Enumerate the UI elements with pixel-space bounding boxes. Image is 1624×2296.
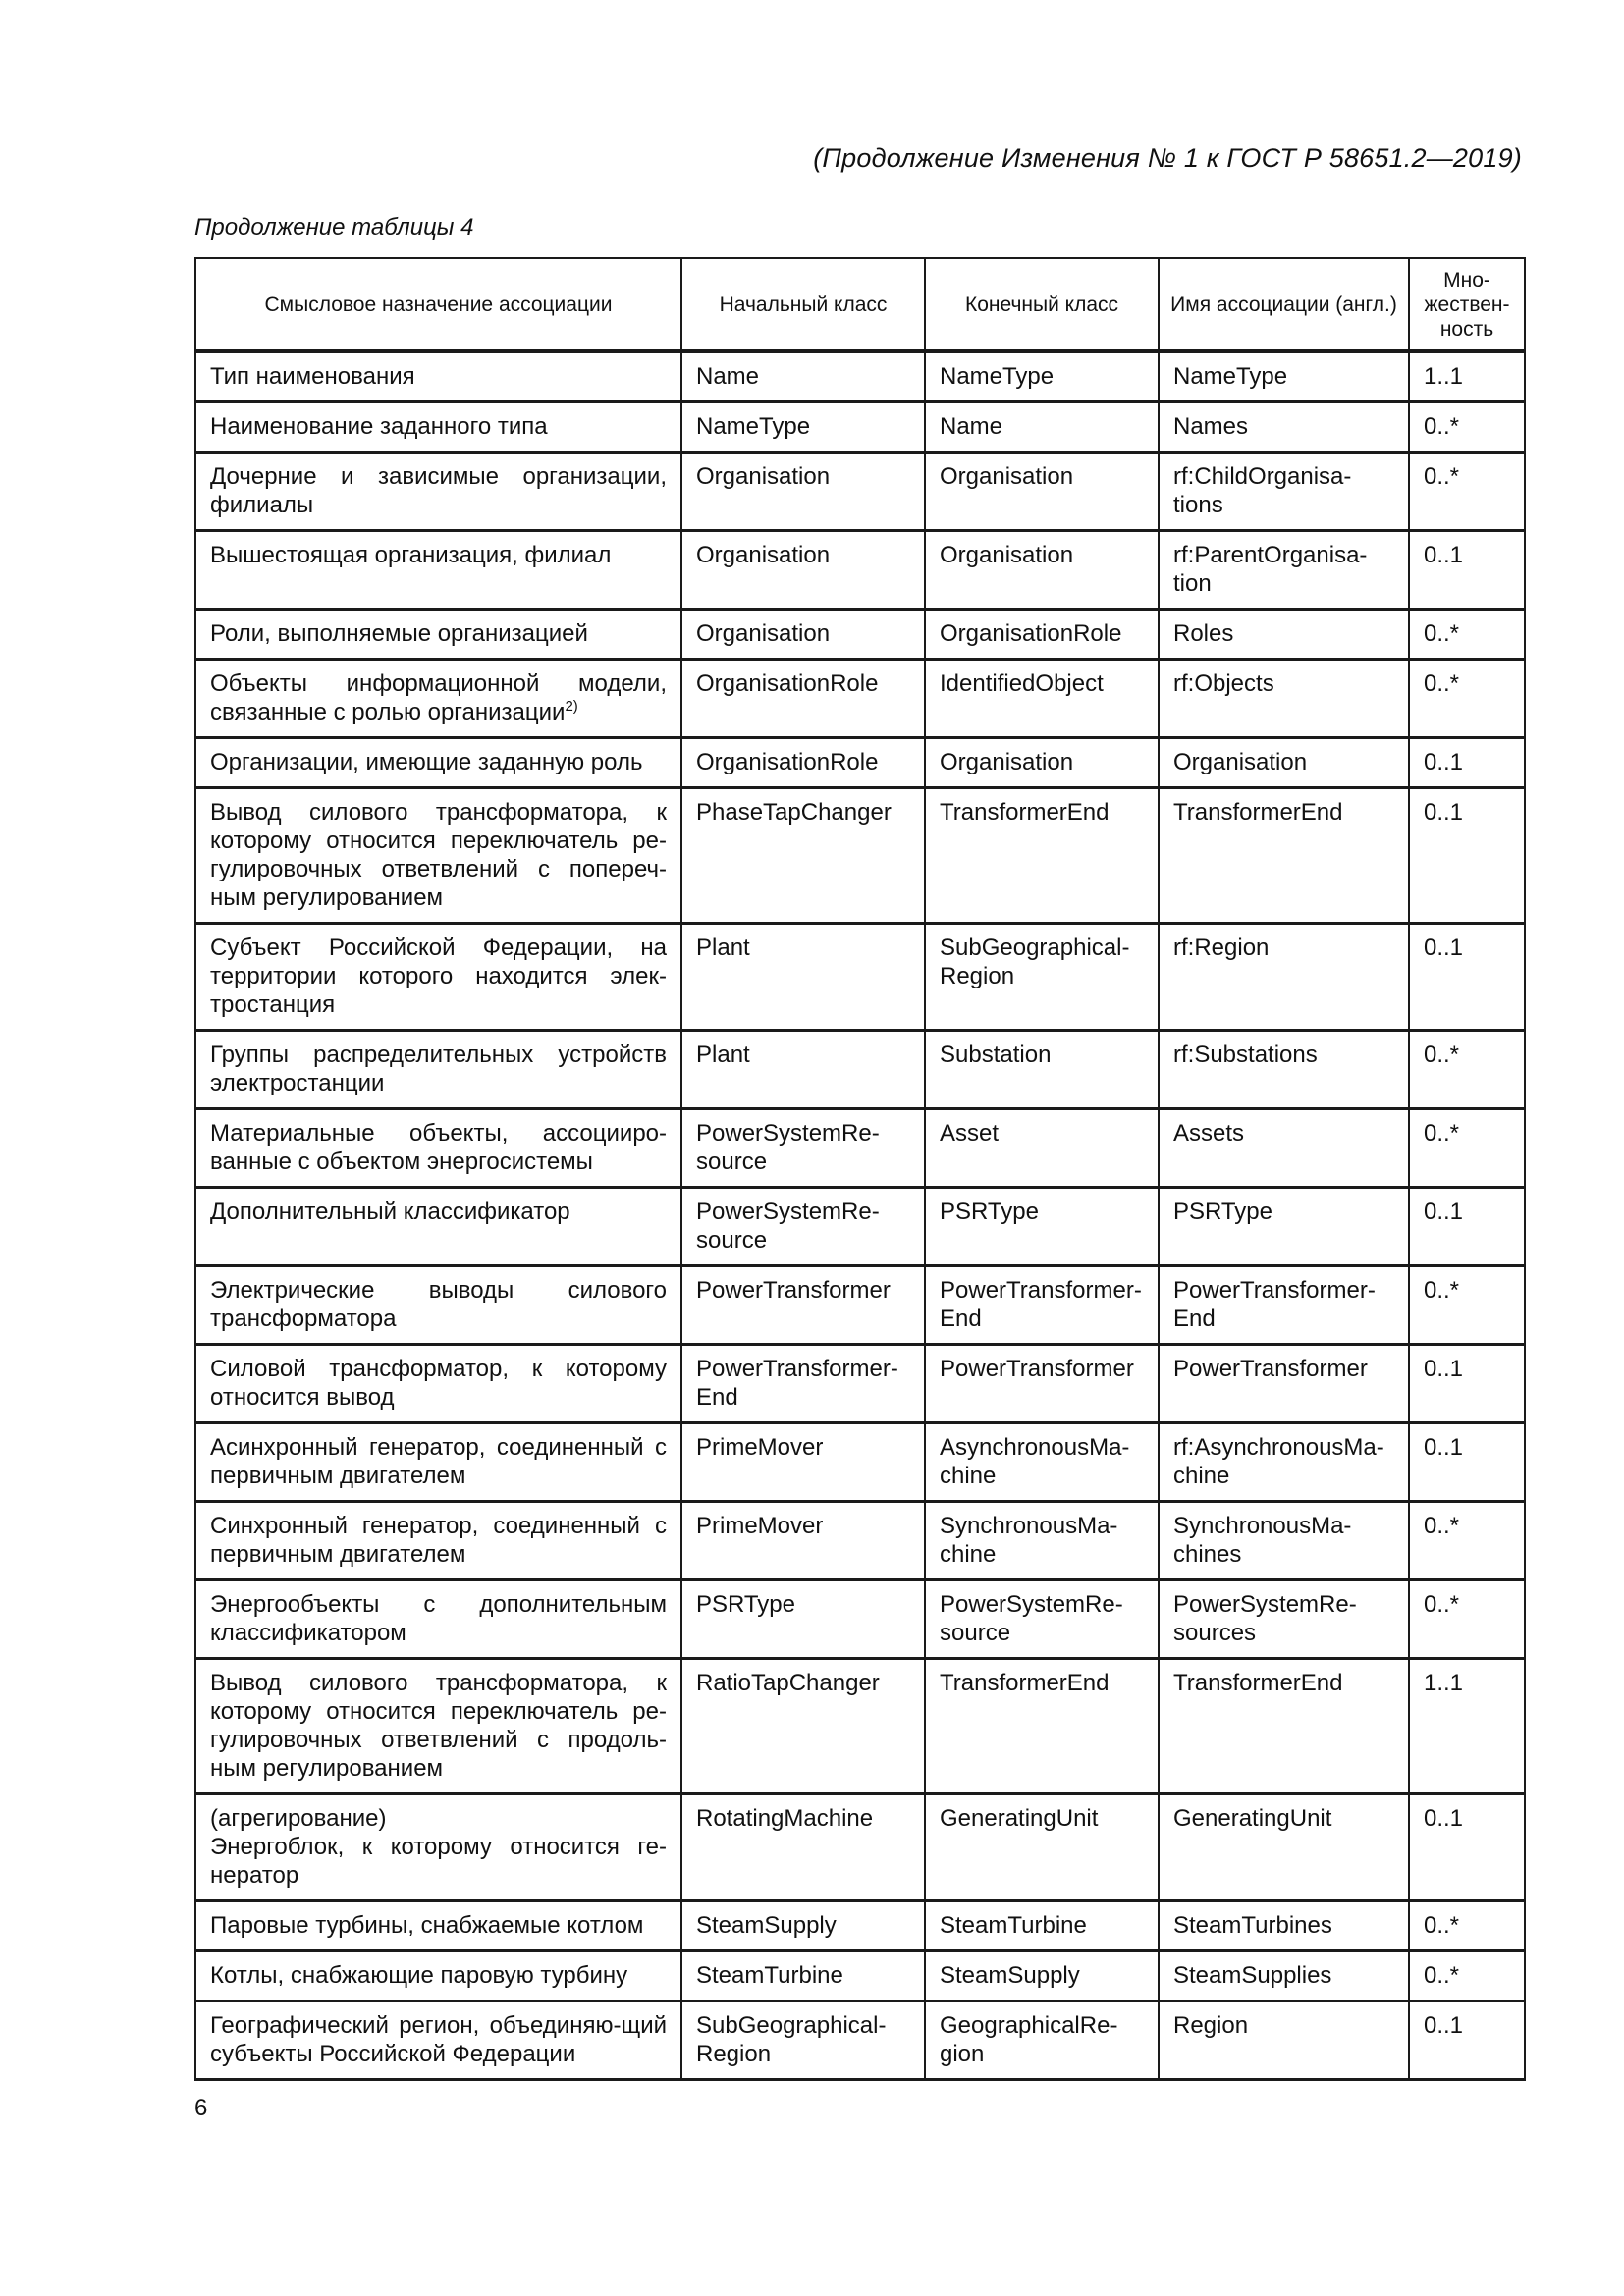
cell-meaning [195, 738, 681, 788]
cell-start-class [681, 1031, 925, 1109]
cell-multiplicity-text: 0..1 [1424, 934, 1464, 961]
cell-meaning-text: Энергообъекты с дополнительным классификатором [210, 1591, 667, 1646]
cell-meaning [195, 1266, 681, 1345]
cell-multiplicity-text: 0..1 [1424, 2012, 1464, 2039]
cell-start-class-text: SteamTurbine [696, 1962, 843, 1989]
cell-multiplicity-text: 0..1 [1424, 1199, 1464, 1225]
table-row [195, 1423, 1525, 1502]
cell-multiplicity-text: 0..* [1424, 1513, 1460, 1539]
cell-multiplicity-text: 0..1 [1424, 1805, 1464, 1832]
cell-meaning [195, 1423, 681, 1502]
cell-start-class-text: PowerSystemRe-source [696, 1120, 880, 1175]
cell-multiplicity-text: 0..* [1424, 1041, 1460, 1068]
cell-meaning [195, 788, 681, 924]
cell-end-class-text: SynchronousMa-chine [940, 1513, 1118, 1568]
cell-association-name-text: rf:ChildOrganisa-tions [1173, 463, 1352, 518]
cell-multiplicity-text: 0..1 [1424, 1356, 1464, 1382]
cell-start-class-text: Organisation [696, 542, 831, 568]
cell-start-class [681, 1266, 925, 1345]
cell-association-name [1159, 1794, 1409, 1901]
cell-start-class [681, 788, 925, 924]
cell-start-class-text: SubGeographical-Region [696, 2012, 887, 2067]
cell-multiplicity-text: 0..* [1424, 1591, 1460, 1618]
cell-start-class-text: OrganisationRole [696, 670, 879, 697]
cell-association-name [1159, 2002, 1409, 2080]
cell-multiplicity-text: 1..1 [1424, 1670, 1464, 1696]
cell-end-class [925, 1188, 1159, 1266]
cell-end-class-text: OrganisationRole [940, 620, 1122, 647]
cell-multiplicity-text: 0..* [1424, 620, 1460, 647]
cell-start-class-text: RatioTapChanger [696, 1670, 880, 1696]
cell-meaning-text: Вывод силового трансформатора, к которому относится переключатель ре-гулировочных ответвлений с попереч-ным регулированием [210, 799, 667, 911]
cell-end-class-text: Substation [940, 1041, 1052, 1068]
cell-meaning [195, 924, 681, 1031]
cell-association-name [1159, 1031, 1409, 1109]
cell-multiplicity-text: 0..1 [1424, 1434, 1464, 1461]
cell-association-name [1159, 402, 1409, 453]
cell-multiplicity-text: 0..* [1424, 1962, 1460, 1989]
cell-association-name-text: TransformerEnd [1173, 1670, 1343, 1696]
cell-meaning-text: Роли, выполняемые организацией [210, 620, 588, 647]
cell-start-class [681, 660, 925, 738]
cell-meaning-text: Организации, имеющие заданную роль [210, 749, 643, 775]
cell-association-name-text: PowerSystemRe-sources [1173, 1591, 1357, 1646]
page-number: 6 [194, 2095, 208, 2121]
cell-start-class-text: Organisation [696, 620, 831, 647]
cell-end-class [925, 924, 1159, 1031]
cell-start-class-text: PhaseTapChanger [696, 799, 892, 826]
cell-multiplicity-text: 0..* [1424, 463, 1460, 490]
cell-association-name [1159, 1266, 1409, 1345]
cell-association-name [1159, 924, 1409, 1031]
cell-multiplicity [1409, 1345, 1525, 1423]
cell-start-class-text: PowerTransformer-End [696, 1356, 898, 1411]
cell-meaning-text: Дополнительный классификатор [210, 1199, 570, 1225]
cell-end-class-text: Organisation [940, 542, 1074, 568]
table-row [195, 610, 1525, 660]
cell-association-name [1159, 1188, 1409, 1266]
cell-meaning-text: Группы распределительных устройств электростанции [210, 1041, 667, 1096]
cell-end-class [925, 2002, 1159, 2080]
cell-multiplicity [1409, 402, 1525, 453]
cell-meaning [195, 610, 681, 660]
cell-meaning [195, 660, 681, 738]
cell-association-name [1159, 531, 1409, 610]
cell-multiplicity [1409, 1901, 1525, 1951]
cell-multiplicity [1409, 1794, 1525, 1901]
cell-multiplicity-text: 0..* [1424, 670, 1460, 697]
cell-end-class-text: SteamSupply [940, 1962, 1080, 1989]
cell-association-name-text: GeneratingUnit [1173, 1805, 1332, 1832]
table-row [195, 402, 1525, 453]
cell-end-class-text: AsynchronousMa-chine [940, 1434, 1130, 1489]
cell-multiplicity [1409, 1951, 1525, 2002]
cell-start-class [681, 1502, 925, 1580]
cell-association-name [1159, 1345, 1409, 1423]
table-row [195, 1951, 1525, 2002]
cell-end-class [925, 531, 1159, 610]
cell-association-name [1159, 1659, 1409, 1794]
cell-meaning [195, 1109, 681, 1188]
table-header-row [195, 258, 1525, 351]
table-row [195, 1345, 1525, 1423]
cell-start-class-text: PowerSystemRe-source [696, 1199, 880, 1254]
cell-end-class [925, 453, 1159, 531]
table-row [195, 1901, 1525, 1951]
column-header-multiplicity: Мно-жествен-ность [1409, 258, 1525, 351]
cell-association-name [1159, 660, 1409, 738]
cell-multiplicity-text: 0..* [1424, 1120, 1460, 1147]
cell-association-name [1159, 610, 1409, 660]
cell-start-class-text: Plant [696, 934, 750, 961]
cell-association-name-text: Region [1173, 2012, 1249, 2039]
cell-start-class [681, 738, 925, 788]
cell-end-class [925, 1502, 1159, 1580]
cell-start-class [681, 1580, 925, 1659]
cell-end-class-text: PowerSystemRe-source [940, 1591, 1123, 1646]
cell-end-class [925, 351, 1159, 402]
cell-association-name-text: Organisation [1173, 749, 1308, 775]
table-row [195, 1031, 1525, 1109]
cell-multiplicity [1409, 610, 1525, 660]
cell-meaning [195, 1794, 681, 1901]
cell-multiplicity-text: 0..1 [1424, 749, 1464, 775]
cell-end-class [925, 1266, 1159, 1345]
cell-end-class-text: SubGeographical-Region [940, 934, 1130, 989]
cell-meaning-text: Паровые турбины, снабжаемые котлом [210, 1912, 644, 1939]
cell-start-class-text: RotatingMachine [696, 1805, 874, 1832]
cell-end-class-text: TransformerEnd [940, 1670, 1110, 1696]
cell-multiplicity-text: 0..1 [1424, 542, 1464, 568]
cell-multiplicity-text: 0..* [1424, 413, 1460, 440]
cell-end-class-text: PowerTransformer [940, 1356, 1134, 1382]
cell-meaning-text: Географический регион, объединяю-щий субъекты Российской Федерации [210, 2012, 667, 2067]
cell-start-class [681, 610, 925, 660]
cell-association-name [1159, 1423, 1409, 1502]
cell-meaning-text: Асинхронный генератор, соединенный с первичным двигателем [210, 1434, 667, 1489]
cell-start-class [681, 1659, 925, 1794]
cell-end-class [925, 1951, 1159, 2002]
cell-association-name-text: SteamSupplies [1173, 1962, 1332, 1989]
cell-association-name-text: Names [1173, 413, 1249, 440]
cell-association-name [1159, 738, 1409, 788]
cell-end-class-text: PSRType [940, 1199, 1039, 1225]
cell-meaning-text: (агрегирование) Энергоблок, к которому относится ге-нератор [210, 1805, 667, 1889]
cell-meaning [195, 402, 681, 453]
cell-end-class [925, 610, 1159, 660]
cell-end-class [925, 1423, 1159, 1502]
cell-multiplicity [1409, 1109, 1525, 1188]
cell-end-class [925, 1580, 1159, 1659]
cell-meaning-text: Котлы, снабжающие паровую турбину [210, 1962, 628, 1989]
cell-multiplicity [1409, 1188, 1525, 1266]
cell-end-class-text: Organisation [940, 463, 1074, 490]
cell-meaning-text: Силовой трансформатор, к которому относится вывод [210, 1356, 667, 1411]
table-row [195, 1502, 1525, 1580]
cell-multiplicity [1409, 1659, 1525, 1794]
cell-association-name [1159, 351, 1409, 402]
cell-end-class-text: Asset [940, 1120, 1000, 1147]
cell-end-class-text: PowerTransformer-End [940, 1277, 1142, 1332]
cell-end-class [925, 788, 1159, 924]
cell-meaning [195, 1580, 681, 1659]
association-table [194, 257, 1526, 2081]
cell-end-class [925, 1031, 1159, 1109]
table-row [195, 453, 1525, 531]
cell-meaning [195, 1031, 681, 1109]
cell-start-class [681, 1794, 925, 1901]
cell-multiplicity [1409, 1502, 1525, 1580]
cell-end-class-text: IdentifiedObject [940, 670, 1104, 697]
cell-meaning-text: Синхронный генератор, соединенный с первичным двигателем [210, 1513, 667, 1568]
table-row [195, 1109, 1525, 1188]
cell-multiplicity-text: 0..1 [1424, 799, 1464, 826]
cell-start-class [681, 2002, 925, 2080]
cell-start-class [681, 402, 925, 453]
cell-start-class-text: Organisation [696, 463, 831, 490]
cell-start-class [681, 1951, 925, 2002]
cell-end-class [925, 1345, 1159, 1423]
cell-end-class-text: GeographicalRe-gion [940, 2012, 1118, 2067]
table-body [195, 351, 1525, 2080]
cell-association-name-text: TransformerEnd [1173, 799, 1343, 826]
column-header-start-class: Начальный класс [681, 258, 925, 351]
cell-association-name [1159, 1951, 1409, 2002]
cell-start-class [681, 531, 925, 610]
cell-multiplicity [1409, 924, 1525, 1031]
cell-meaning [195, 2002, 681, 2080]
cell-end-class-text: Name [940, 413, 1003, 440]
table-row [195, 1659, 1525, 1794]
cell-association-name-text: rf:ParentOrganisa-tion [1173, 542, 1368, 597]
cell-multiplicity [1409, 1266, 1525, 1345]
cell-association-name [1159, 1901, 1409, 1951]
cell-association-name-text: NameType [1173, 363, 1288, 390]
cell-start-class [681, 1901, 925, 1951]
table-row [195, 1266, 1525, 1345]
table-row [195, 531, 1525, 610]
cell-start-class [681, 351, 925, 402]
cell-association-name [1159, 453, 1409, 531]
cell-start-class-text: Name [696, 363, 760, 390]
cell-end-class [925, 738, 1159, 788]
cell-multiplicity [1409, 1423, 1525, 1502]
cell-meaning [195, 1901, 681, 1951]
cell-association-name [1159, 788, 1409, 924]
cell-association-name-text: SynchronousMa-chines [1173, 1513, 1352, 1568]
cell-association-name-text: rf:Region [1173, 934, 1270, 961]
cell-multiplicity-text: 1..1 [1424, 363, 1464, 390]
cell-multiplicity [1409, 2002, 1525, 2080]
cell-multiplicity [1409, 788, 1525, 924]
cell-meaning [195, 453, 681, 531]
column-header-meaning: Смысловое назначение ассоциации [195, 258, 681, 351]
cell-multiplicity [1409, 351, 1525, 402]
cell-meaning [195, 1951, 681, 2002]
cell-end-class-text: GeneratingUnit [940, 1805, 1099, 1832]
cell-end-class [925, 660, 1159, 738]
cell-start-class-text: PrimeMover [696, 1434, 824, 1461]
cell-association-name-text: PSRType [1173, 1199, 1272, 1225]
table-row [195, 2002, 1525, 2080]
cell-meaning [195, 1345, 681, 1423]
cell-end-class-text: NameType [940, 363, 1055, 390]
cell-association-name-text: rf:Substations [1173, 1041, 1318, 1068]
cell-meaning-text: Тип наименования [210, 363, 415, 390]
cell-multiplicity [1409, 531, 1525, 610]
table-row [195, 924, 1525, 1031]
cell-meaning [195, 1188, 681, 1266]
cell-end-class-text: TransformerEnd [940, 799, 1110, 826]
cell-multiplicity [1409, 1031, 1525, 1109]
cell-meaning-text: Наименование заданного типа [210, 413, 548, 440]
cell-association-name [1159, 1502, 1409, 1580]
cell-association-name-text: PowerTransformer-End [1173, 1277, 1376, 1332]
cell-start-class-text: OrganisationRole [696, 749, 879, 775]
cell-start-class [681, 453, 925, 531]
cell-multiplicity-text: 0..* [1424, 1912, 1460, 1939]
cell-meaning-text: Материальные объекты, ассоцииро-ванные с объектом энергосистемы [210, 1120, 667, 1175]
cell-meaning [195, 351, 681, 402]
cell-meaning-text: Субъект Российской Федерации, на территории которого находится элек-тростанция [210, 934, 667, 1018]
cell-start-class-text: PrimeMover [696, 1513, 824, 1539]
header-note: (Продолжение Изменения № 1 к ГОСТ Р 58651.2—2019) [813, 143, 1522, 173]
cell-meaning-text: Электрические выводы силового трансформатора [210, 1277, 667, 1332]
cell-start-class [681, 1423, 925, 1502]
cell-start-class-text: SteamSupply [696, 1912, 837, 1939]
cell-multiplicity [1409, 738, 1525, 788]
table-row [195, 788, 1525, 924]
cell-multiplicity [1409, 660, 1525, 738]
table-row [195, 1794, 1525, 1901]
cell-association-name-text: Roles [1173, 620, 1234, 647]
cell-multiplicity-text: 0..* [1424, 1277, 1460, 1304]
table-row [195, 660, 1525, 738]
cell-meaning [195, 1502, 681, 1580]
table-row [195, 738, 1525, 788]
table-row [195, 1580, 1525, 1659]
cell-association-name-text: rf:Objects [1173, 670, 1274, 697]
table-row [195, 351, 1525, 402]
cell-meaning-text: Дочерние и зависимые организации, филиалы [210, 463, 667, 518]
cell-association-name [1159, 1109, 1409, 1188]
cell-start-class-text: PowerTransformer [696, 1277, 891, 1304]
cell-multiplicity [1409, 453, 1525, 531]
cell-start-class [681, 924, 925, 1031]
cell-start-class [681, 1109, 925, 1188]
cell-end-class [925, 402, 1159, 453]
cell-meaning-text: Объекты информационной модели, связанные с ролью организации [210, 670, 667, 725]
cell-start-class [681, 1345, 925, 1423]
column-header-association-name: Имя ассоциации (англ.) [1159, 258, 1409, 351]
cell-meaning [195, 1659, 681, 1794]
cell-association-name-text: PowerTransformer [1173, 1356, 1368, 1382]
cell-meaning [195, 531, 681, 610]
cell-association-name-text: SteamTurbines [1173, 1912, 1332, 1939]
cell-association-name-text: Assets [1173, 1120, 1245, 1147]
cell-start-class-text: Plant [696, 1041, 750, 1068]
cell-association-name [1159, 1580, 1409, 1659]
cell-end-class-text: SteamTurbine [940, 1912, 1087, 1939]
cell-end-class [925, 1109, 1159, 1188]
cell-start-class [681, 1188, 925, 1266]
cell-meaning-text: Вышестоящая организация, филиал [210, 542, 612, 568]
table-row [195, 1188, 1525, 1266]
cell-start-class-text: PSRType [696, 1591, 795, 1618]
cell-association-name-text: rf:AsynchronousMa-chine [1173, 1434, 1384, 1489]
column-header-end-class: Конечный класс [925, 258, 1159, 351]
table-caption: Продолжение таблицы 4 [194, 214, 474, 240]
cell-end-class [925, 1794, 1159, 1901]
cell-end-class [925, 1659, 1159, 1794]
cell-meaning-text: Вывод силового трансформатора, к которому относится переключатель ре-гулировочных ответвлений с продоль-ным регулированием [210, 1670, 667, 1782]
footnote-ref: 2) [565, 698, 578, 715]
cell-multiplicity [1409, 1580, 1525, 1659]
cell-end-class-text: Organisation [940, 749, 1074, 775]
cell-end-class [925, 1901, 1159, 1951]
cell-start-class-text: NameType [696, 413, 811, 440]
